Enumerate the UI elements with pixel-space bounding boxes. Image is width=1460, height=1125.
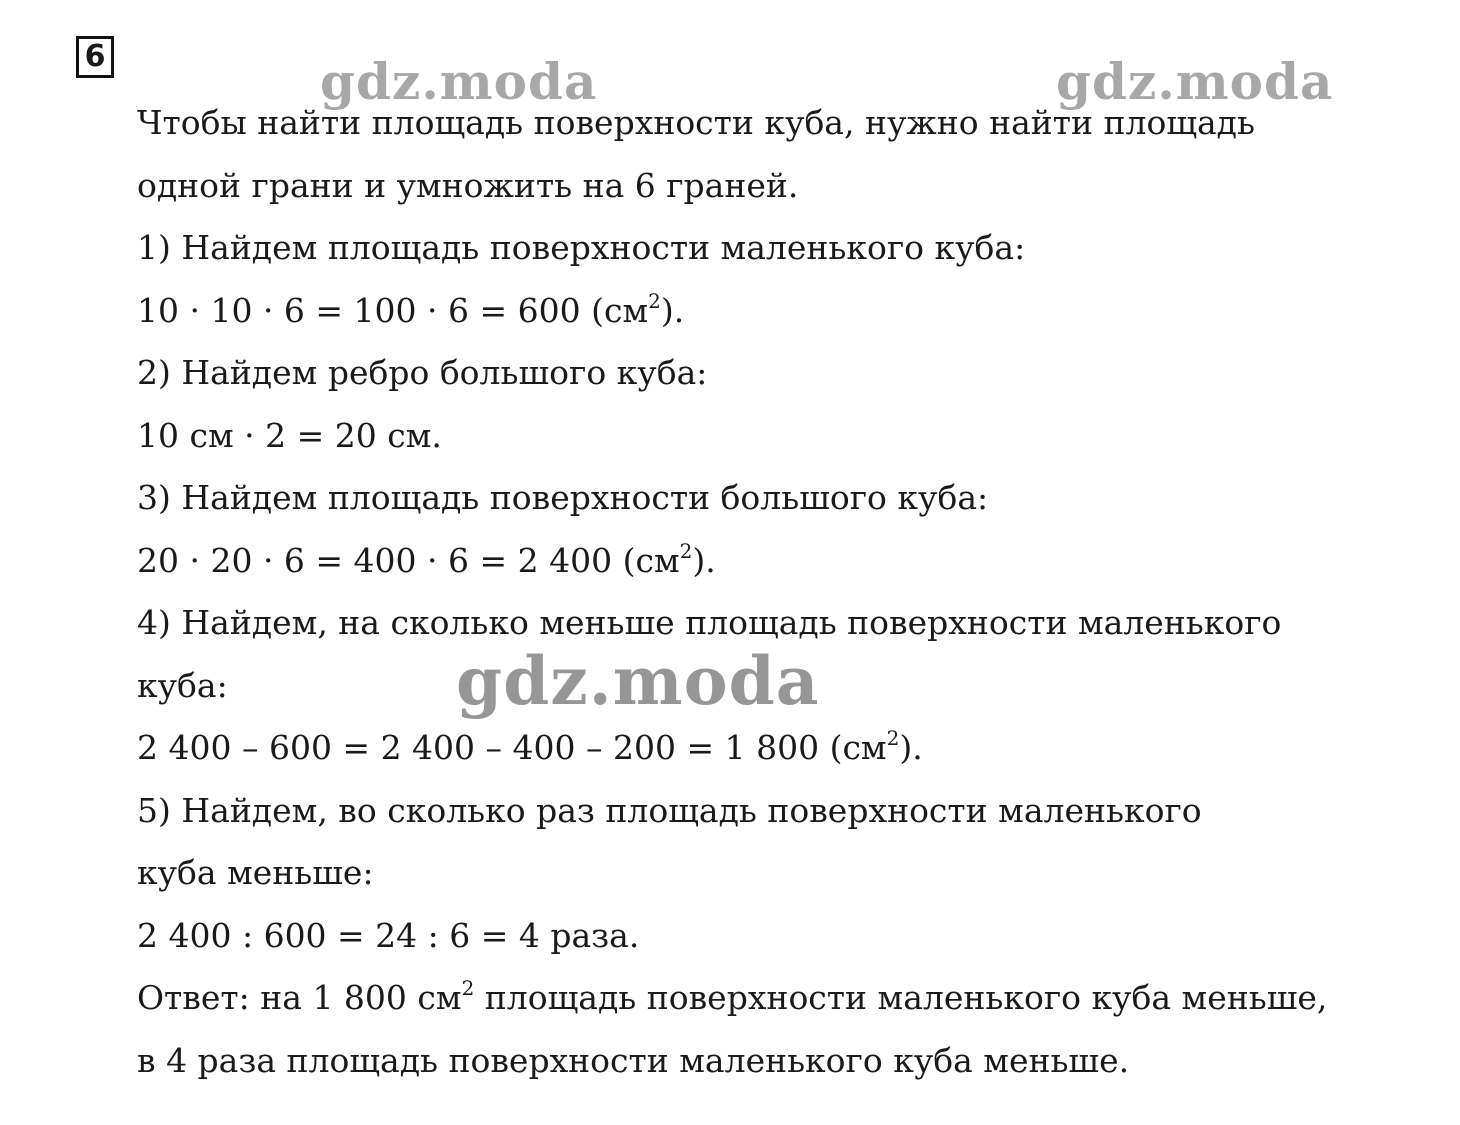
step-heading: 3) Найдем площадь поверхности большого куба:: [137, 478, 989, 517]
watermark-top-right: gdz.moda: [1056, 52, 1334, 111]
task-number-badge: 6: [76, 36, 114, 78]
answer-line: в 4 раза площадь поверхности маленького куба меньше.: [137, 1040, 1130, 1080]
calculation-line: 20 · 20 · 6 = 400 · 6 = 2 400 $(см^2)$.: [137, 538, 716, 580]
calculation-line: 10 см · 2 = 20 см.: [137, 415, 442, 455]
step-heading: 4) Найдем, на сколько меньше площадь поверхности маленького: [137, 603, 1282, 642]
step-heading: 2) Найдем ребро большого куба:: [137, 353, 708, 392]
solution-line: одной грани и умножить на 6 граней.: [137, 165, 799, 205]
watermark-center: gdz.moda: [456, 642, 820, 720]
step-heading: 1) Найдем площадь поверхности маленького куба:: [137, 228, 1026, 267]
solution-text: [137, 92, 1387, 1092]
watermark-top-left: gdz.moda: [320, 52, 598, 111]
solution-line: Чтобы найти площадь поверхности куба, нужно найти площадь: [137, 103, 1255, 142]
step-heading: куба меньше:: [137, 853, 374, 892]
calculation-line: 2 400 – 600 = 2 400 – 400 – 200 = 1 800 $(см^2)$.: [137, 726, 923, 767]
calculation-line: 2 400 : 600 = 24 : 6 = 4 раза.: [137, 915, 640, 955]
calculation-line: 10 · 10 · 6 = 100 · 6 = 600 $(см^2)$.: [137, 288, 685, 330]
step-heading: куба:: [137, 665, 228, 705]
step-heading: 5) Найдем, во сколько раз площадь поверхности маленького: [137, 790, 1202, 830]
answer-line: Ответ: на 1 800 $см^2$ площадь поверхности маленького куба меньше,: [137, 976, 1328, 1017]
